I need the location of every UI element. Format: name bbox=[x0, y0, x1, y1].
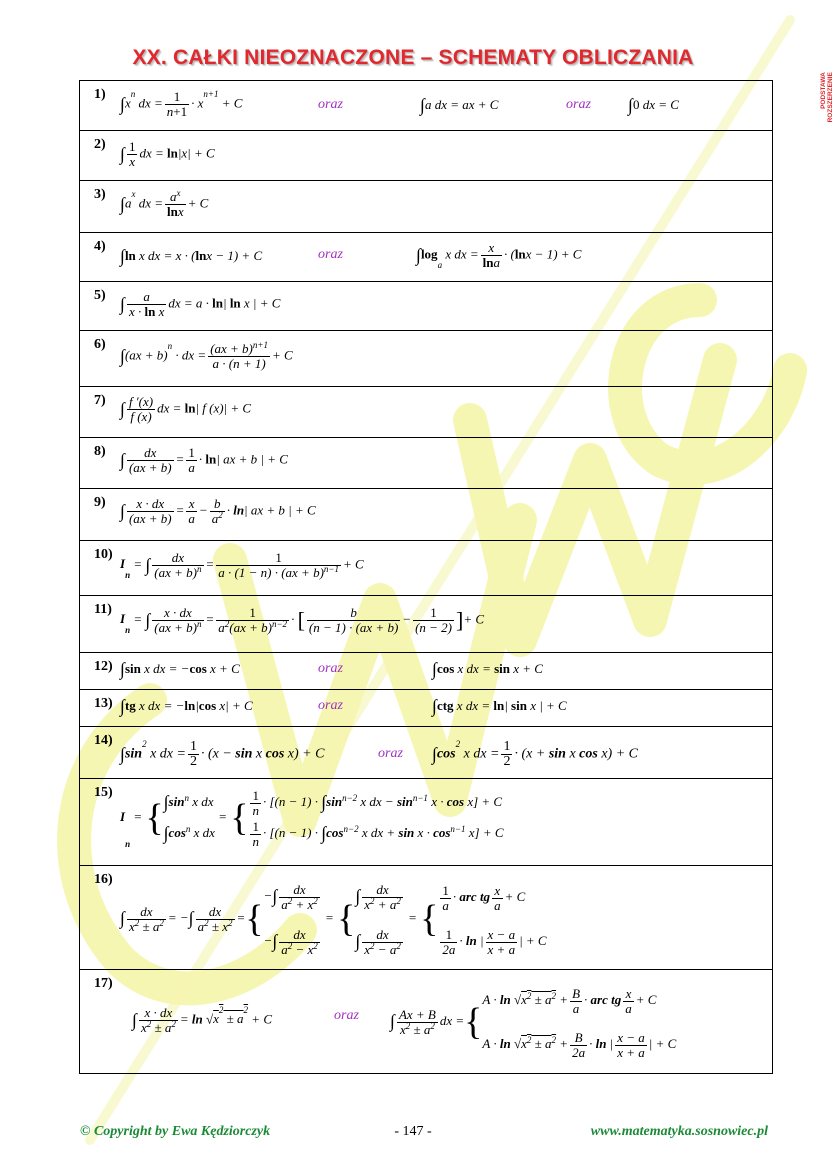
formula: ∫ $\frac{a}{\text{x · ln x}}$ dx = a · ln| ln x | + C bbox=[120, 289, 281, 319]
formula-row bbox=[80, 489, 772, 541]
row-number: 15) bbox=[94, 785, 113, 800]
footer-copyright: © Copyright by Ewa Kędziorczyk bbox=[80, 1124, 271, 1139]
formula: ∫ $\frac{x \cdot dx}{(ax + b)}$ = $\frac{x}{a}$ − $\frac{b}{a^2}$ · ln| ax + b | + C bbox=[120, 496, 316, 526]
formula-row bbox=[80, 690, 772, 727]
formula: $I_n$ = ∫ $\frac{x \cdot dx}{(ax + b)^n}$ = $\frac{1}{a^2(ax + b)^{n-2}}$ · [ $\frac{b}{(n - 1) \cdot (ax + b)}$ − $\frac{1}{(n - 2)}$ ]+ C bbox=[120, 605, 485, 635]
row-number: 3) bbox=[94, 187, 106, 202]
formula-row bbox=[80, 181, 772, 233]
formula: $I_n$ = { $\int\sin^n$ x dx $\int\cos^n$ x dx = { $\frac{1}{n}$ · [$(n - 1) \cdot \int\sin^{n-2}$ x dx − $\sin^{n-1} x \cdot \cos x] + C$ $\frac{1}{n}$ · [$(n - 1) \cdot \int\cos^{n-2}$ x dx + $\sin x \cdot \cos^{n-1} x] + C$ bbox=[120, 787, 504, 850]
page-title: XX. CAŁKI NIEOZNACZONE – SCHEMATY OBLICZANIA bbox=[132, 46, 694, 69]
formula-row bbox=[80, 331, 772, 387]
formula: ∫tg x dx = −ln|cos x| + C bbox=[120, 696, 253, 717]
formula: ∫cos x dx = sin x + C bbox=[432, 659, 543, 680]
formula-row bbox=[80, 970, 772, 1074]
conjunction: oraz bbox=[318, 698, 343, 713]
conjunction: oraz bbox=[378, 746, 403, 761]
formula-row bbox=[80, 438, 772, 489]
row-number: 10) bbox=[94, 547, 113, 562]
formula-row bbox=[80, 131, 772, 181]
formula: ∫(ax + b)$^n$ · dx = $\frac{(ax + b)^{n+1}}{a \cdot (n + 1)}$ + C bbox=[120, 340, 293, 371]
formula: $\int\log_a$ x dx = $\frac{x}{\ln a}$ · (lnx − 1) + C bbox=[416, 240, 582, 270]
formula: ∫a dx = ax + C bbox=[420, 95, 499, 116]
formula: ∫ $\frac{dx}{(ax + b)}$ = $\frac{1}{a}$ · ln| ax + b | + C bbox=[120, 445, 288, 475]
side-label-extended: ROZSZERZENIE bbox=[827, 72, 834, 123]
row-number: 7) bbox=[94, 393, 106, 408]
row-number: 16) bbox=[94, 872, 113, 887]
formula: ∫ $\frac{x \cdot dx}{x^2 \pm a^2}$ = $\ln √x^2 \pm a^2 + C$ bbox=[132, 1005, 272, 1035]
formula-row bbox=[80, 866, 772, 970]
row-number: 11) bbox=[94, 602, 112, 617]
formula: ∫ $\frac{1}{x}$ dx = ln|x| + C bbox=[120, 139, 215, 169]
formula-row bbox=[80, 727, 772, 779]
formula-table bbox=[79, 80, 773, 1074]
row-number: 17) bbox=[94, 976, 113, 991]
formula-row bbox=[80, 387, 772, 438]
row-number: 1) bbox=[94, 87, 106, 102]
row-number: 8) bbox=[94, 444, 106, 459]
formula: $I_n$ = ∫ $\frac{dx}{(ax + b)^n}$ = $\frac{1}{a \cdot (1 - n) \cdot (ax + b)^{n-1}}$ + C bbox=[120, 550, 364, 580]
conjunction: oraz bbox=[318, 247, 343, 262]
formula: $\int\sin^2$ x dx = $\frac{1}{2}$ · (x − sin x cos x) + C bbox=[120, 739, 325, 769]
side-label-basic: PODSTAWA bbox=[820, 72, 827, 109]
formula-row bbox=[80, 81, 772, 131]
row-number: 12) bbox=[94, 659, 113, 674]
row-number: 4) bbox=[94, 239, 106, 254]
formula-row bbox=[80, 596, 772, 653]
formula: ∫ $\frac{dx}{x^2 \pm a^2}$ = −∫ $\frac{dx}{a^2 \pm x^2}$ ={ −∫ $\frac{dx}{a^2 + x^2}$ −∫ $\frac{dx}{a^2 - x^2}$ = { ∫ $\frac{dx}{x^2 + a^2}$ ∫ $\frac{dx}{x^2 - a^2}$ = { $\frac{1}{a}$ · arc tg $\frac{x}{a}$ + C $\frac{1}{2a}$ · ln | $\frac{x - a}{x + a}$ | + C bbox=[120, 881, 547, 957]
footer-website[interactable]: www.matematyka.sosnowiec.pl bbox=[590, 1124, 768, 1139]
formula: ∫0 dx = C bbox=[628, 95, 679, 116]
formula: ∫sin x dx = −cos x + C bbox=[120, 659, 240, 680]
formula: ∫ $\frac{Ax + B}{x^2 \pm a^2}$ dx ={ $A \cdot \ln √x^2 \pm a^2$ + $\frac{B}{a}$ · arc tg $\frac{x}{a}$ + C $A \cdot \ln √x^2 \pm a^2$ + $\frac{B}{2a}$ · ln | $\frac{x - a}{x + a}$ | + C bbox=[390, 985, 677, 1060]
formula-row bbox=[80, 233, 772, 282]
conjunction: oraz bbox=[318, 97, 343, 112]
formula-row bbox=[80, 779, 772, 866]
row-number: 9) bbox=[94, 495, 106, 510]
formula-row bbox=[80, 653, 772, 690]
conjunction: oraz bbox=[318, 661, 343, 676]
formula: ∫ctg x dx = ln| sin x | + C bbox=[432, 696, 567, 717]
conjunction: oraz bbox=[334, 1008, 359, 1023]
conjunction: oraz bbox=[566, 97, 591, 112]
formula-row bbox=[80, 541, 772, 596]
formula: ∫ $\frac{f '(x)}{f (x)}$ dx = ln| f (x)| + C bbox=[120, 394, 252, 424]
formula: ∫ln x dx = x · (lnx − 1) + C bbox=[120, 246, 263, 267]
side-label bbox=[820, 72, 834, 122]
page-number: - 147 - bbox=[394, 1124, 432, 1139]
row-number: 5) bbox=[94, 288, 106, 303]
formula-row bbox=[80, 282, 772, 331]
row-number: 14) bbox=[94, 733, 113, 748]
row-number: 13) bbox=[94, 696, 113, 711]
formula: $\int a^x$ dx = $\frac{a^x}{\ln x}$ + C bbox=[120, 188, 209, 219]
row-number: 6) bbox=[94, 337, 106, 352]
row-number: 2) bbox=[94, 137, 106, 152]
formula: $\int\cos^2$ x dx = $\frac{1}{2}$ · (x + sin x cos x) + C bbox=[432, 739, 638, 769]
formula: $\int x^n$ dx = $\frac{1}{n+1}$ · $x^{n+1} + C$ bbox=[120, 89, 243, 119]
